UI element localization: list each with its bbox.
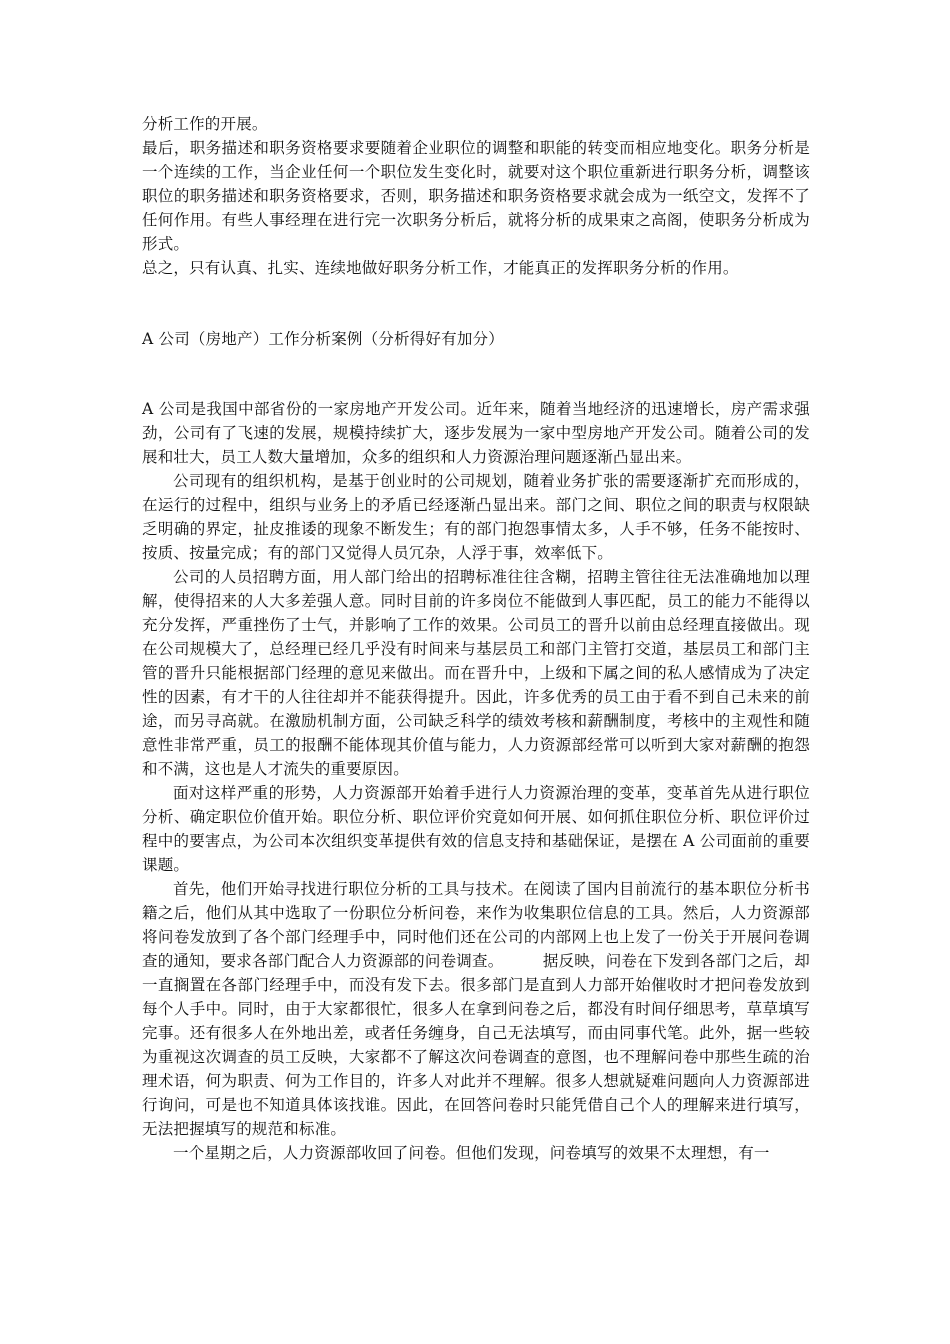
paragraph: 分析工作的开展。 — [142, 115, 268, 133]
case-title: A 公司（房地产）工作分析案例（分析得好有加分） — [142, 330, 504, 348]
paragraph: 公司现有的组织机构，是基于创业时的公司规划，随着业务扩张的需要逐渐扩充而形成的，在运行的过程中，组织与业务上的矛盾已经逐渐凸显出来。部门之间、职位之间的职责与权限缺乏明确的界定，扯皮推诿的现象不断发生；有的部门抱怨事情太多，人手不够，任务不能按时、按质、按量完成；有的部门又觉得人员冗杂，人浮于事，效率低下。 — [142, 472, 810, 562]
paragraph: 总之，只有认真、扎实、连续地做好职务分析工作，才能真正的发挥职务分析的作用。 — [142, 259, 739, 277]
paragraph: 一个星期之后，人力资源部收回了问卷。但他们发现，问卷填写的效果不太理想，有一 — [173, 1144, 770, 1162]
paragraph: 首先，他们开始寻找进行职位分析的工具与技术。在阅读了国内目前流行的基本职位分析书籍之后，他们从其中选取了一份职位分析问卷，来作为收集职位信息的工具。然后，人力资源部将问卷发放到了各个部门经理手中，同时他们还在公司的内部网上也上发了一份关于开展问卷调查的通知，要求各部门配合人力资源部的问卷调查。 据反映，问卷在下发到各部门之后，却一直搁置在各部门经理手中，而没有发下去。很多部门是直到人力部开始催收时才把问卷发放到每个人手中。同时，由于大家都很忙，很多人在拿到问卷之后，都没有时间仔细思考，草草填写完事。还有很多人在外地出差，或者任务缠身，自己无法填写，而由同事代笔。此外，据一些较为重视这次调查的员工反映，大家都不了解这次问卷调查的意图，也不理解问卷中那些生疏的治理术语，何为职责、何为工作目的，许多人对此并不理解。很多人想就疑难问题向人力资源部进行询问，可是也不知道具体该找谁。因此，在回答问卷时只能凭借自己个人的理解来进行填写，无法把握填写的规范和标准。 — [142, 880, 810, 1138]
case-intro-paragraph: A 公司是我国中部省份的一家房地产开发公司。近年来，随着当地经济的迅速增长，房产需求强劲，公司有了飞速的发展，规模持续扩大，逐步发展为一家中型房地产开发公司。随着公司的发展和壮大，员工人数大量增加，众多的组织和人力资源治理问题逐渐凸显出来。 — [142, 400, 810, 466]
document-body — [142, 112, 810, 1165]
paragraph: 最后，职务描述和职务资格要求要随着企业职位的调整和职能的转变而相应地变化。职务分析是一个连续的工作，当企业任何一个职位发生变化时，就要对这个职位重新进行职务分析，调整该职位的职务描述和职务资格要求，否则，职务描述和职务资格要求就会成为一纸空文，发挥不了任何作用。有些人事经理在进行完一次职务分析后，就将分析的成果束之高阁，使职务分析成为形式。 — [142, 139, 810, 253]
paragraph: 面对这样严重的形势，人力资源部开始着手进行人力资源治理的变革，变革首先从进行职位分析、确定职位价值开始。职位分析、职位评价究竟如何开展、如何抓住职位分析、职位评价过程中的要害点，为公司本次组织变革提供有效的信息支持和基础保证，是摆在 A 公司面前的重要课题。 — [142, 784, 810, 874]
paragraph: 公司的人员招聘方面，用人部门给出的招聘标准往往含糊，招聘主管往往无法准确地加以理解，使得招来的人大多差强人意。同时目前的许多岗位不能做到人事匹配，员工的能力不能得以充分发挥，严重挫伤了士气，并影响了工作的效果。公司员工的晋升以前由总经理直接做出。现在公司规模大了，总经理已经几乎没有时间来与基层员工和部门主管打交道，基层员工和部门主管的晋升只能根据部门经理的意见来做出。而在晋升中，上级和下属之间的私人感情成为了决定性的因素，有才干的人往往却并不能获得提升。因此，许多优秀的员工由于看不到自己未来的前途，而另寻高就。在激励机制方面，公司缺乏科学的绩效考核和薪酬制度，考核中的主观性和随意性非常严重，员工的报酬不能体现其价值与能力，人力资源部经常可以听到大家对薪酬的抱怨和不满，这也是人才流失的重要原因。 — [142, 568, 810, 778]
